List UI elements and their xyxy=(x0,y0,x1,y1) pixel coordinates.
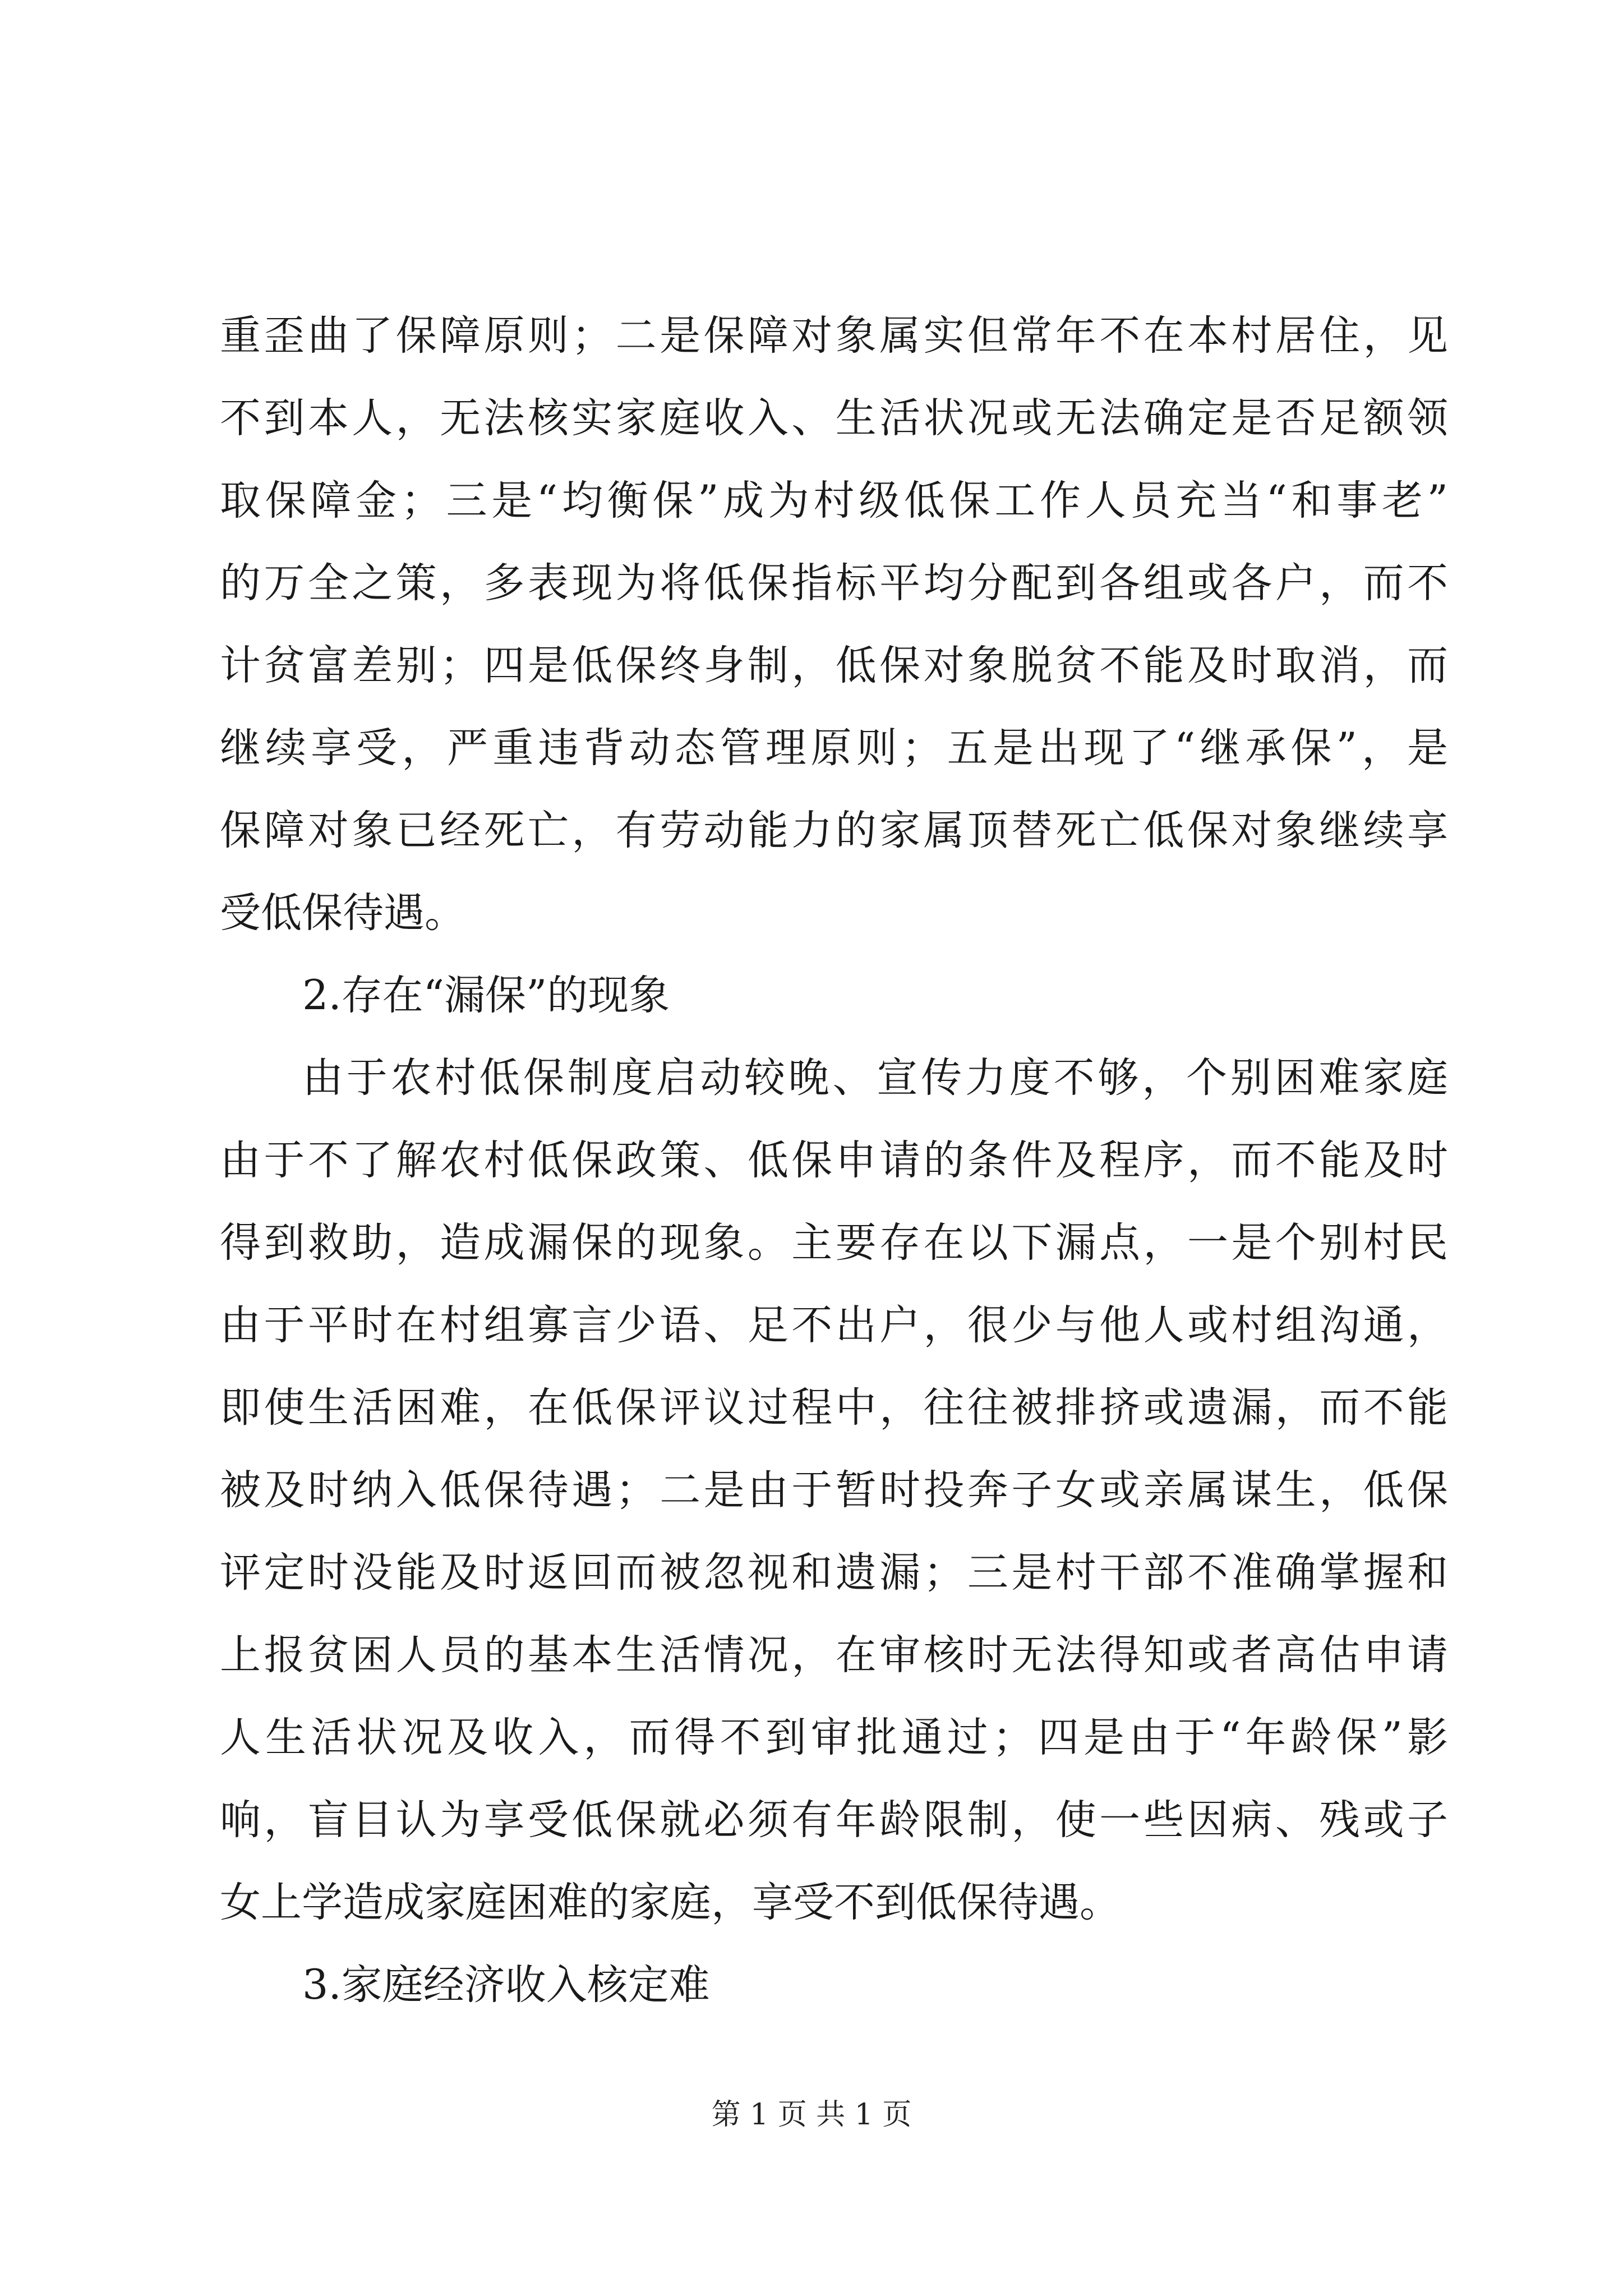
section-heading-2: 2.存在“漏保”的现象 xyxy=(302,972,670,1019)
paragraph-line: 保障对象已经死亡，有劳动能力的家属顶替死亡低保对象继续享 xyxy=(220,807,1448,854)
paragraph-line: 上报贫困人员的基本生活情况，在审核时无法得知或者高估申请 xyxy=(220,1631,1448,1679)
paragraph-line: 取保障金；三是“均衡保”成为村级低保工作人员充当“和事老” xyxy=(220,477,1448,524)
paragraph-line: 重歪曲了保障原则；二是保障对象属实但常年不在本村居住，见 xyxy=(220,312,1448,360)
paragraph-2 xyxy=(220,1037,1448,1944)
document-body xyxy=(220,295,1448,2026)
paragraph-line: 继续享受，严重违背动态管理原则；五是出现了“继承保”，是 xyxy=(220,724,1448,772)
page-footer: 第 1 页 共 1 页 xyxy=(711,2098,912,2132)
paragraph-line: 由于平时在村组寡言少语、足不出户，很少与他人或村组沟通， xyxy=(220,1301,1448,1349)
paragraph-line: 得到救助，造成漏保的现象。主要存在以下漏点，一是个别村民 xyxy=(220,1219,1448,1267)
section-heading-3: 3.家庭经济收入核定难 xyxy=(302,1961,710,2009)
paragraph-line: 不到本人，无法核实家庭收入、生活状况或无法确定是否足额领 xyxy=(220,394,1448,442)
paragraph-line: 由于农村低保制度启动较晚、宣传力度不够，个别困难家庭 xyxy=(302,1054,1448,1102)
paragraph-line: 响，盲目认为享受低保就必须有年龄限制，使一些因病、残或子 xyxy=(220,1796,1448,1844)
paragraph-line: 的万全之策，多表现为将低保指标平均分配到各组或各户，而不 xyxy=(220,559,1448,607)
paragraph-line: 被及时纳入低保待遇；二是由于暂时投奔子女或亲属谋生，低保 xyxy=(220,1466,1448,1514)
paragraph-line: 即使生活困难，在低保评议过程中，往往被排挤或遗漏，而不能 xyxy=(220,1384,1448,1432)
paragraph-line: 计贫富差别；四是低保终身制，低保对象脱贫不能及时取消，而 xyxy=(220,642,1448,689)
paragraph-line: 评定时没能及时返回而被忽视和遗漏；三是村干部不准确掌握和 xyxy=(220,1549,1448,1596)
paragraph-1 xyxy=(220,295,1448,954)
paragraph-line: 受低保待遇。 xyxy=(220,889,465,937)
paragraph-line: 由于不了解农村低保政策、低保申请的条件及程序，而不能及时 xyxy=(220,1137,1448,1184)
paragraph-line: 女上学造成家庭困难的家庭，享受不到低保待遇。 xyxy=(220,1879,1121,1926)
paragraph-line: 人生活状况及收入，而得不到审批通过；四是由于“年龄保”影 xyxy=(220,1714,1448,1761)
